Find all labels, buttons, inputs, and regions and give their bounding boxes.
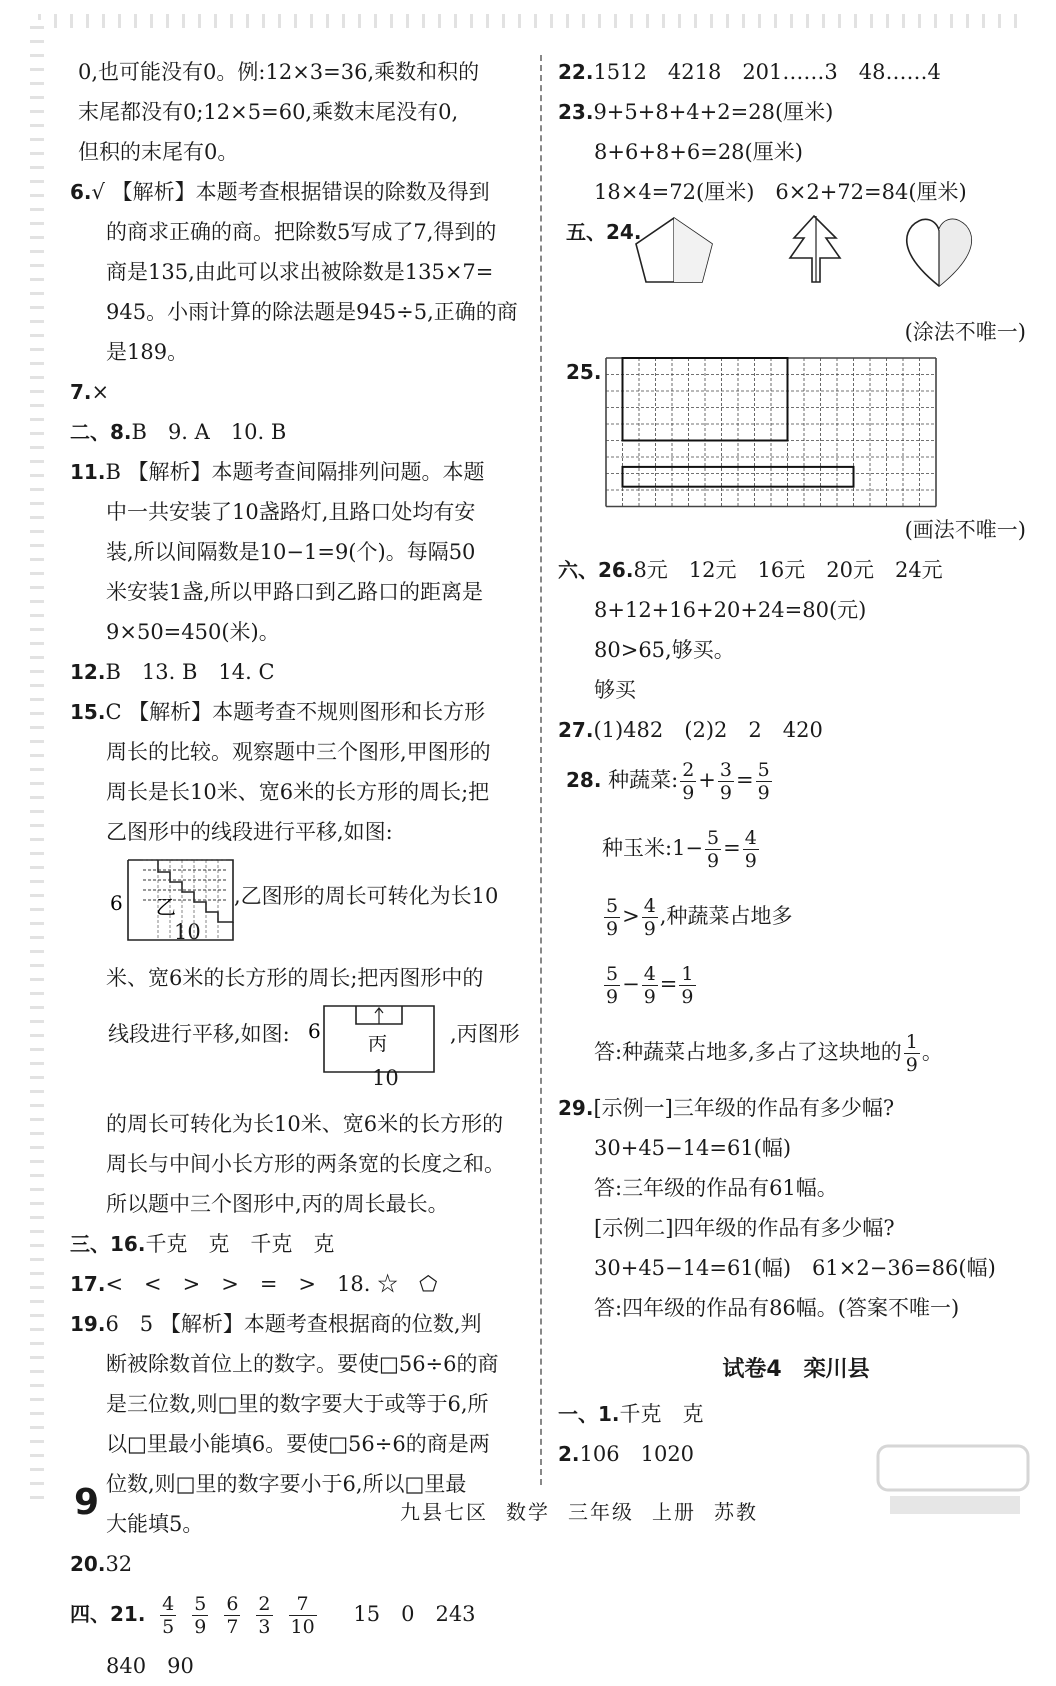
text-line — [566, 172, 1026, 212]
frac-3-9: $\frac{3}{9}$ — [719, 759, 732, 804]
line-text: 装,所以间隔数是10−1=9(个)。每隔50 — [106, 540, 476, 564]
line-text: B 13. B 14. C — [105, 660, 275, 684]
text-line — [78, 772, 528, 812]
q25-grid — [604, 356, 944, 516]
footer-item: 苏教 — [714, 1500, 758, 1524]
fraction: $\frac{7}{10}$ — [290, 1593, 315, 1638]
line-text: 够买 — [594, 678, 636, 702]
line-text: C 【解析】本题考查不规则图形和长方形 — [105, 700, 486, 724]
line-text: 106 1020 — [579, 1442, 695, 1466]
figure-yi-bottom-label: 10 — [174, 920, 201, 944]
heart-shape — [907, 219, 971, 286]
line-text: [示例二]四年级的作品有多少幅? — [594, 1216, 895, 1240]
line-text: 80>65,够买。 — [594, 638, 735, 662]
q21-fractions — [152, 1593, 325, 1638]
text-line — [558, 1394, 1026, 1434]
text-line — [70, 452, 528, 492]
question-number: 11. — [70, 460, 106, 484]
text-line — [566, 1168, 1026, 1208]
left-block-b — [78, 958, 528, 998]
text-line — [78, 572, 528, 612]
line-text: 18×4=72(厘米) 6×2+72=84(厘米) — [594, 180, 967, 204]
frac-2-9: $\frac{2}{9}$ — [682, 759, 695, 804]
line-text: 30+45−14=61(幅) — [594, 1136, 792, 1160]
question-number: 19. — [70, 1312, 106, 1336]
q28-l1-pre: 种蔬菜: — [608, 768, 679, 792]
question-number: 22. — [558, 60, 594, 84]
q28-line2: 种玉米:1− $\frac{5}{9}$ = $\frac{4}{9}$ — [602, 827, 757, 872]
line-text: [示例一]三年级的作品有多少幅? — [593, 1096, 895, 1120]
line-text: B 9. A 10. B — [131, 420, 287, 444]
line-text: 中一共安装了10盏路灯,且路口处均有安 — [106, 500, 476, 524]
text-line — [70, 1264, 528, 1304]
left-block-a — [70, 52, 528, 852]
line-text: B 【解析】本题考查间隔排列问题。本题 — [105, 460, 485, 484]
text-line — [78, 52, 528, 92]
line-text: < < > > = > 18. ☆ ⬠ — [105, 1272, 438, 1296]
text-line — [78, 252, 528, 292]
question-number: 二、8. — [70, 420, 132, 444]
q24-number: 五、24. — [566, 220, 642, 244]
line-text: 8+12+16+20+24=80(元) — [594, 598, 867, 622]
question-number: 17. — [70, 1272, 106, 1296]
line-text: 是三位数,则□里的数字要大于或等于6,所 — [106, 1392, 489, 1416]
text-line — [558, 52, 1026, 92]
question-number: 六、26. — [558, 558, 634, 582]
text-line — [78, 492, 528, 532]
frac-5-9: $\frac{5}{9}$ — [757, 759, 770, 804]
line-text: 位数,则□里的数字要小于6,所以□里最 — [106, 1472, 467, 1496]
text-line — [70, 1304, 528, 1344]
figure-yi-label: 乙 — [156, 895, 176, 919]
text-line — [566, 670, 1026, 710]
line-text: 9×50=450(米)。 — [106, 620, 280, 644]
text-line — [558, 1088, 1026, 1128]
right-block-c — [558, 1088, 1026, 1328]
text-line — [78, 332, 528, 372]
text-line — [78, 532, 528, 572]
text-line — [558, 92, 1026, 132]
q24-note: (涂法不唯一) — [904, 320, 1026, 344]
q21-line2: 840 90 — [106, 1654, 194, 1678]
fraction: $\frac{5}{9}$ — [194, 1593, 207, 1638]
q24-figures — [634, 214, 1014, 304]
line-text: 周长与中间小长方形的两条宽的长度之和。 — [106, 1152, 505, 1176]
line-text: 末尾都没有0;12×5=60,乘数末尾没有0, — [78, 100, 459, 124]
text-line — [566, 132, 1026, 172]
page-number: 9 — [74, 1482, 100, 1523]
text-line — [78, 1104, 528, 1144]
line-text: 0,也可能没有0。例:12×3=36,乘数和积的 — [78, 60, 480, 84]
text-line — [78, 132, 528, 172]
decorative-left-border — [30, 20, 44, 1500]
q24-line — [566, 212, 1026, 312]
figure-bing-text: ,丙图形 — [450, 1022, 520, 1046]
line-text: 是189。 — [106, 340, 189, 364]
figure-bing-bottom-label: 10 — [372, 1066, 399, 1090]
question-number: 20. — [70, 1552, 106, 1576]
line-text: 大能填5。 — [106, 1512, 204, 1536]
line-text: 945。小雨计算的除法题是945÷5,正确的商 — [106, 300, 518, 324]
text-line — [558, 550, 1026, 590]
question-number: 2. — [558, 1442, 580, 1466]
line-text: 米、宽6米的长方形的周长;把丙图形中的 — [106, 966, 484, 990]
question-number: 29. — [558, 1096, 594, 1120]
q25-number: 25. — [566, 360, 602, 384]
question-number: 一、1. — [558, 1402, 620, 1426]
tree-shape — [790, 216, 840, 282]
text-line — [566, 630, 1026, 670]
line-text: 30+45−14=61(幅) 61×2−36=86(幅) — [594, 1256, 996, 1280]
q25-note: (画法不唯一) — [904, 518, 1026, 542]
left-column — [70, 52, 528, 1686]
footer-item: 数学 — [506, 1500, 550, 1524]
line-text: 以□里最小能填6。要使□56÷6的商是两 — [106, 1432, 490, 1456]
text-line — [566, 590, 1026, 630]
text-line — [78, 1144, 528, 1184]
fraction: $\frac{6}{7}$ — [226, 1593, 239, 1638]
q28-line3: $\frac{5}{9}$ > $\frac{4}{9}$ ,种蔬菜占地多 — [606, 895, 793, 940]
question-number: 7. — [70, 380, 92, 404]
line-text: 但积的末尾有0。 — [78, 140, 239, 164]
text-line — [566, 1288, 1026, 1328]
question-number: 23. — [558, 100, 594, 124]
text-line — [78, 1184, 528, 1224]
text-line — [558, 710, 1026, 750]
q25-block — [566, 352, 1026, 528]
decorative-top-border — [30, 14, 1030, 28]
question-number: 15. — [70, 700, 106, 724]
figure-yi-side-label: 6 — [110, 891, 123, 915]
line-text: 的商求正确的商。把除数5写成了7,得到的 — [106, 220, 497, 244]
right-column — [558, 52, 1026, 1474]
q28-number: 28. — [566, 768, 602, 792]
text-line — [78, 292, 528, 332]
line-text: √ 【解析】本题考查根据错误的除数及得到 — [91, 180, 490, 204]
question-number: 27. — [558, 718, 594, 742]
line-text: 8元 12元 16元 20元 24元 — [633, 558, 943, 582]
text-line — [70, 372, 528, 412]
line-text: 32 — [105, 1552, 133, 1576]
text-line — [566, 1128, 1026, 1168]
line-text: 商是135,由此可以求出被除数是135×7= — [106, 260, 494, 284]
q21-number: 四、21. — [70, 1602, 146, 1626]
footer-item: 上册 — [652, 1500, 696, 1524]
text-line — [566, 1208, 1026, 1248]
fraction: $\frac{4}{5}$ — [162, 1593, 175, 1638]
q21-line — [70, 1584, 528, 1644]
text-line — [70, 1224, 528, 1264]
text-line — [78, 612, 528, 652]
right-block-b — [558, 550, 1026, 750]
text-line — [78, 958, 528, 998]
q21-rest: 15 0 243 — [353, 1602, 476, 1626]
line-text: 千克 克 千克 克 — [145, 1232, 335, 1256]
exam-4-title: 试卷4 栾川县 — [722, 1357, 870, 1382]
line-text: × — [91, 380, 110, 404]
question-number: 三、16. — [70, 1232, 146, 1256]
figure-bing-side-label: 6 — [308, 1019, 321, 1043]
line-text: 答:四年级的作品有86幅。(答案不唯一) — [594, 1296, 960, 1320]
text-line — [70, 412, 528, 452]
figure-bing-pre: 线段进行平移,如图: — [108, 1022, 290, 1046]
text-line — [78, 812, 528, 852]
text-line — [566, 1248, 1026, 1288]
line-text: 答:三年级的作品有61幅。 — [594, 1176, 838, 1200]
text-line — [78, 1384, 528, 1424]
fraction: $\frac{2}{3}$ — [258, 1593, 271, 1638]
footer-item: 三年级 — [568, 1500, 634, 1524]
text-line — [78, 212, 528, 252]
figure-yi-line — [78, 852, 528, 948]
q28-line4: $\frac{5}{9}$ − $\frac{4}{9}$ = $\frac{1}{9}$ — [606, 963, 694, 1008]
line-text: 的周长可转化为长10米、宽6米的长方形的 — [106, 1112, 504, 1136]
text-line — [70, 652, 528, 692]
figure-yi-text: ,乙图形的周长可转化为长10 — [234, 884, 499, 908]
text-line — [78, 732, 528, 772]
question-number: 6. — [70, 180, 92, 204]
text-line — [78, 1344, 528, 1384]
text-line — [70, 172, 528, 212]
line-text: 乙图形中的线段进行平移,如图: — [106, 820, 393, 844]
text-line — [70, 1544, 528, 1584]
line-text: 周长是长10米、宽6米的长方形的周长;把 — [106, 780, 490, 804]
line-text: 6 5 【解析】本题考查根据商的位数,判 — [105, 1312, 482, 1336]
text-line — [78, 92, 528, 132]
line-text: 所以题中三个图形中,丙的周长最长。 — [106, 1192, 449, 1216]
line-text: 8+6+8+6=28(厘米) — [594, 140, 803, 164]
figure-bing-label: 丙 — [368, 1033, 388, 1055]
q28-answer: 答:种蔬菜占地多,多占了这块地的 $\frac{1}{9}$ 。 — [594, 1031, 943, 1076]
line-text: 断被除数首位上的数字。要使□56÷6的商 — [106, 1352, 499, 1376]
footer-item: 九县七区 — [400, 1500, 488, 1524]
line-text: 9+5+8+4+2=28(厘米) — [593, 100, 834, 124]
line-text: (1)482 (2)2 2 420 — [593, 718, 823, 742]
line-text: 1512 4218 201……3 48……4 — [593, 60, 941, 84]
figure-bing-line — [78, 998, 528, 1098]
line-text: 米安装1盏,所以甲路口到乙路口的距离是 — [106, 580, 484, 604]
right-block-a — [558, 52, 1026, 212]
column-divider — [540, 55, 542, 1485]
watermark-logo — [870, 1440, 1040, 1520]
text-line — [70, 692, 528, 732]
q28-line1: 28. 种蔬菜: $\frac{2}{9}$ + $\frac{3}{9}$ = $\frac{5}{9}$ — [566, 759, 770, 804]
footer — [400, 1496, 776, 1525]
line-text: 千克 克 — [619, 1402, 704, 1426]
text-line — [78, 1424, 528, 1464]
question-number: 12. — [70, 660, 106, 684]
line-text: 周长的比较。观察题中三个图形,甲图形的 — [106, 740, 491, 764]
